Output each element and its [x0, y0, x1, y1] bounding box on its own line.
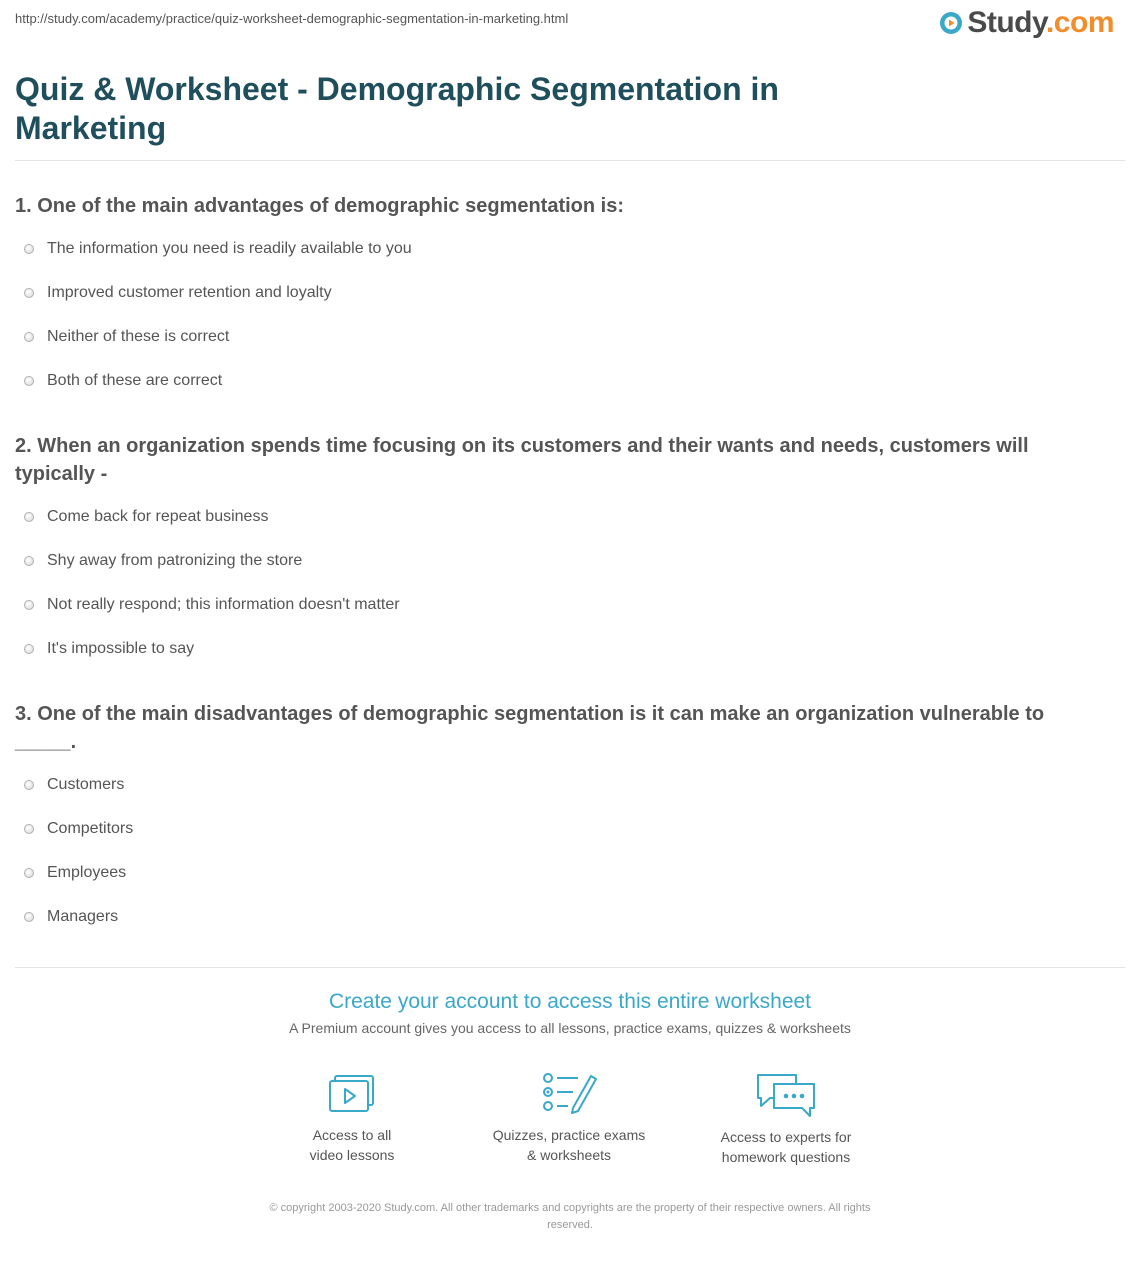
section-divider: [15, 967, 1125, 968]
answer-option[interactable]: [24, 905, 118, 929]
page-url: http://study.com/academy/practice/quiz-worksheet-demographic-segmentation-in-marketing.html: [15, 11, 569, 26]
radio-button[interactable]: [24, 780, 34, 790]
feature-label-line: homework questions: [721, 1149, 851, 1165]
answer-option[interactable]: [24, 861, 126, 885]
radio-button[interactable]: [24, 288, 34, 298]
answer-label: Come back for repeat business: [47, 508, 269, 525]
answer-label: Both of these are correct: [47, 372, 223, 389]
answer-label: The information you need is readily available to you: [47, 240, 412, 257]
answer-option[interactable]: [24, 369, 222, 393]
answer-option[interactable]: [24, 325, 229, 349]
radio-button[interactable]: [24, 512, 34, 522]
answer-option[interactable]: [24, 237, 412, 261]
answer-label: Not really respond; this information doesn't matter: [47, 596, 400, 613]
feature-label-line: Quizzes, practice exams: [492, 1127, 646, 1143]
chat-bubbles-icon: [754, 1072, 818, 1118]
radio-button[interactable]: [24, 332, 34, 342]
logo-text: Study.com: [967, 6, 1114, 39]
answer-option[interactable]: [24, 505, 268, 529]
answer-option[interactable]: [24, 637, 194, 661]
radio-button[interactable]: [24, 868, 34, 878]
copyright-line: © copyright 2003-2020 Study.com. All other trademarks and copyrights are the property of their respective owners. All rights: [269, 1202, 871, 1214]
answer-label: Neither of these is correct: [47, 328, 230, 345]
answer-option[interactable]: [24, 593, 400, 617]
feature-label-line: Access to all: [312, 1127, 392, 1143]
copyright-notice: [215, 1200, 925, 1234]
radio-button[interactable]: [24, 912, 34, 922]
premium-description: A Premium account gives you access to all lessons, practice exams, quizzes & worksheets: [289, 1020, 851, 1036]
answer-label: Improved customer retention and loyalty: [47, 284, 332, 301]
video-lessons-icon: [326, 1072, 378, 1116]
feature-label-line: Access to experts for: [720, 1129, 852, 1145]
answer-label: Competitors: [47, 820, 134, 837]
radio-button[interactable]: [24, 376, 34, 386]
answer-label: Shy away from patronizing the store: [47, 552, 303, 569]
radio-button[interactable]: [24, 600, 34, 610]
feature-video-lessons: [257, 1072, 447, 1165]
answer-option[interactable]: [24, 773, 124, 797]
answer-option[interactable]: [24, 549, 302, 573]
quiz-checklist-icon: [540, 1072, 598, 1116]
question-2: 2. When an organization spends time focusing on its customers and their wants and needs, customers will typically -: [15, 435, 1029, 485]
play-circle-logo-icon: [939, 11, 963, 35]
feature-quizzes: [474, 1072, 664, 1165]
answer-option[interactable]: [24, 281, 332, 305]
feature-label-line: & worksheets: [526, 1147, 612, 1163]
create-account-link[interactable]: Create your account to access this entire worksheet: [328, 990, 812, 1013]
copyright-line: reserved.: [547, 1219, 593, 1231]
question-1: 1. One of the main advantages of demographic segmentation is:: [15, 195, 625, 217]
radio-button[interactable]: [24, 556, 34, 566]
radio-button[interactable]: [24, 824, 34, 834]
page-title: Quiz & Worksheet - Demographic Segmentation in Marketing: [15, 71, 779, 146]
answer-label: Customers: [47, 776, 125, 793]
answer-label: Managers: [47, 908, 119, 925]
feature-experts: [691, 1072, 881, 1167]
answer-label: It's impossible to say: [47, 640, 195, 657]
title-divider: [15, 160, 1125, 161]
feature-label-line: video lessons: [309, 1147, 395, 1163]
radio-button[interactable]: [24, 644, 34, 654]
answer-label: Employees: [47, 864, 127, 881]
question-3: 3. One of the main disadvantages of demographic segmentation is it can make an organization vulnerable to _____.: [15, 703, 1045, 753]
radio-button[interactable]: [24, 244, 34, 254]
study-logo[interactable]: [939, 6, 1114, 40]
answer-option[interactable]: [24, 817, 133, 841]
